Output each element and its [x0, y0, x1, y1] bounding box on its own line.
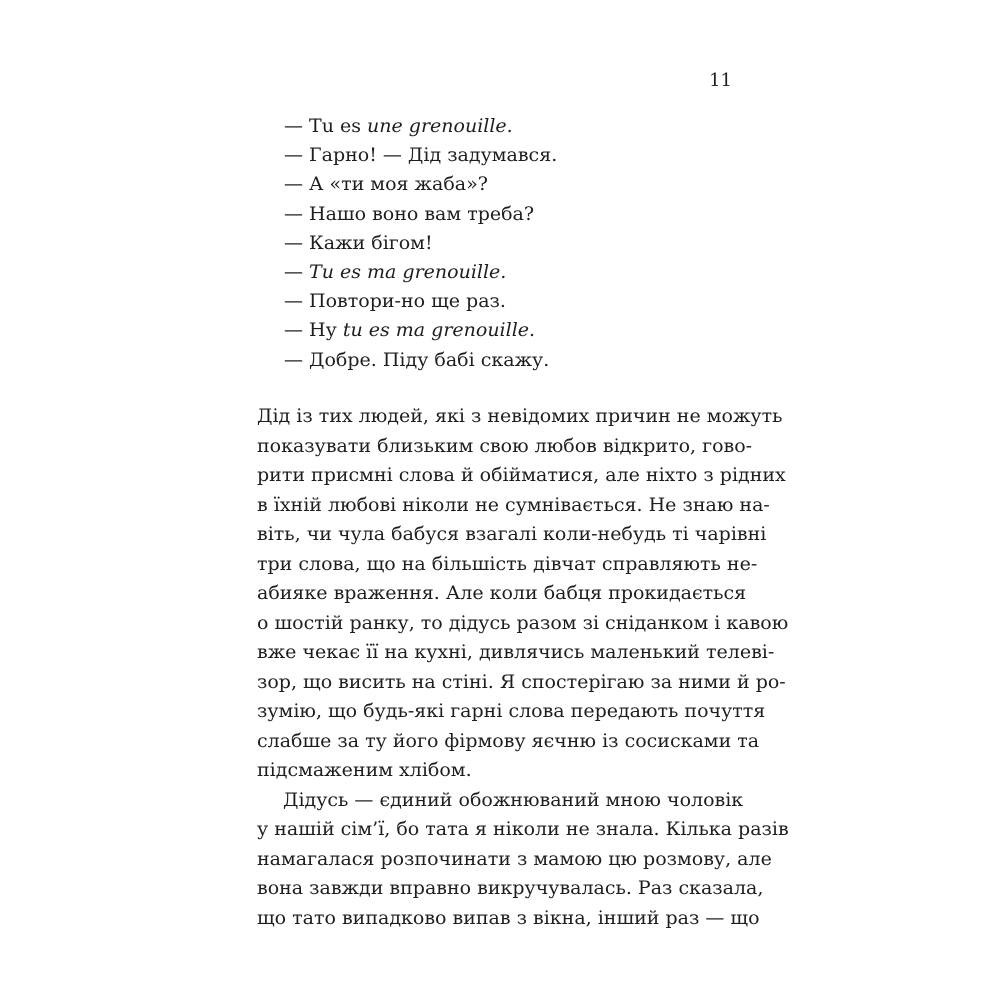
dialogue-block [284, 112, 744, 375]
dialogue-text: — Гарно! — Дід задумався. [284, 144, 558, 167]
text-line: слабше за ту його фірмову яєчню із сосисками та [257, 729, 760, 752]
dialogue-text: — Добре. Піду бабі скажу. [284, 348, 550, 371]
dialogue-text: — Нашо воно вам треба? [284, 202, 535, 225]
italic-text: une grenouille. [367, 115, 513, 137]
text-line: у нашій сім’ї, бо тата я ніколи не знала. Кілька разів [257, 818, 789, 840]
page-number: 11 [709, 70, 732, 91]
text-line: віть, чи чула бабуся взагалі коли-небудь ті чарівні [257, 523, 767, 545]
dialogue-text: — Ну [284, 319, 343, 342]
text-line: Дід із тих людей, які з невідомих причин не можуть [257, 405, 783, 427]
dialogue-line [284, 229, 744, 258]
dialogue-text: — [284, 261, 310, 284]
text-line: о шостій ранку, то дідусь разом зі сніданком і кавою [257, 611, 789, 634]
dialogue-line [284, 346, 744, 375]
text-line: три слова, що на більшість дівчат справляють не- [257, 552, 758, 575]
italic-text: tu es ma grenouille. [342, 319, 536, 342]
paragraph [257, 402, 789, 786]
text-line: абияке враження. Але коли бабця прокидається [257, 582, 747, 604]
text-line: в їхній любові ніколи не сумнівається. Не знаю на- [257, 493, 770, 516]
text-line: намагалася розпочинати з мамою цю розмову, але [257, 847, 772, 870]
text-line: зор, що висить на стіні. Я спостерігаю за ними й ро- [257, 670, 786, 693]
text-line: що тато випадково випав з вікна, інший раз — що [257, 906, 760, 929]
dialogue-text: — А «ти моя жаба»? [284, 173, 488, 196]
dialogue-line [284, 141, 744, 170]
text-line: підсмаженим хлібом. [257, 759, 472, 781]
text-line: Дідусь — єдиний обожнюваний мною чоловік [283, 788, 744, 811]
dialogue-line [284, 316, 744, 345]
dialogue-line [284, 170, 744, 199]
text-line: рити присмні слова й обійматися, але ніхто з рідних [257, 464, 786, 486]
dialogue-line [284, 258, 744, 287]
text-line: зумію, що будь-які гарні слова передають почуття [257, 700, 766, 722]
dialogue-line [284, 287, 744, 316]
dialogue-text: — Повтори-но ще раз. [284, 290, 506, 313]
italic-text: Tu es ma grenouille. [309, 261, 507, 284]
prose-block [257, 402, 789, 933]
dialogue-line [284, 200, 744, 229]
text-line: вже чекає її на кухні, дивлячись маленький телеві- [257, 641, 775, 663]
paragraph [257, 786, 789, 934]
dialogue-line [284, 112, 744, 141]
dialogue-text: — Tu es [284, 115, 368, 137]
dialogue-text: — Кажи бігом! [284, 231, 433, 254]
text-line: показувати близьким свою любов відкрито, гово- [257, 434, 753, 457]
text-line: вона завжди вправно викручувалась. Раз сказала, [257, 877, 764, 899]
